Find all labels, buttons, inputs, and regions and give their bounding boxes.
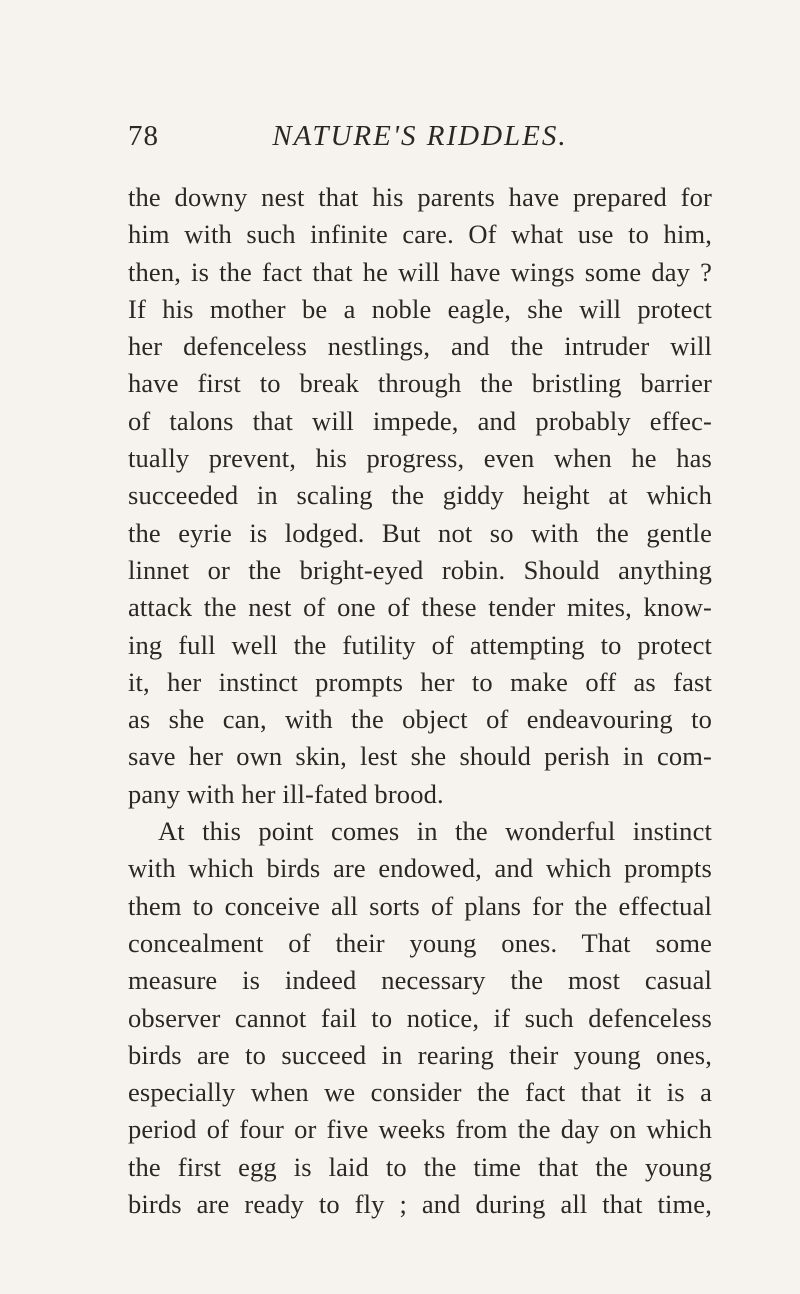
text-line: the first egg is laid to the time that the young — [128, 1151, 712, 1182]
text-line: tually prevent, his progress, even when he has — [128, 443, 712, 474]
text-line: birds are to succeed in rearing their young ones, — [128, 1039, 712, 1070]
text-line: her defenceless nestlings, and the intruder will — [128, 331, 712, 362]
text-line: ing full well the futility of attempting to protect — [128, 629, 712, 660]
text-line: succeeded in scaling the giddy height at which — [128, 480, 712, 511]
text-line: as she can, with the object of endeavouring to — [128, 704, 712, 735]
running-title: NATURE'S RIDDLES. — [272, 120, 568, 152]
text-line: If his mother be a noble eagle, she will protect — [128, 293, 712, 324]
text-line: linnet or the bright-eyed robin. Should anything — [128, 554, 712, 585]
text-line: the eyrie is lodged. But not so with the gentle — [128, 517, 712, 548]
text-line: concealment of their young ones. That some — [128, 927, 712, 958]
text-line: birds are ready to fly ; and during all that time, — [128, 1189, 712, 1220]
text-line: it, her instinct prompts her to make off as fast — [128, 666, 712, 697]
text-line: save her own skin, lest she should perish in com- — [128, 741, 712, 772]
text-line: of talons that will impede, and probably effec- — [128, 405, 712, 436]
text-line: measure is indeed necessary the most casual — [128, 965, 712, 996]
text-line: have first to break through the bristling barrier — [128, 368, 712, 399]
text-line: then, is the fact that he will have wings some day ? — [128, 256, 712, 287]
running-head — [128, 120, 712, 160]
text-line: them to conceive all sorts of plans for the effectual — [128, 890, 712, 921]
paragraph-first-line: At this point comes in the wonderful instinct — [158, 816, 712, 847]
text-line: with which birds are endowed, and which prompts — [128, 853, 712, 884]
text-line: him with such infinite care. Of what use to him, — [128, 219, 712, 250]
text-line: the downy nest that his parents have prepared for — [128, 182, 712, 212]
text-line: especially when we consider the fact that it is a — [128, 1077, 712, 1108]
page-number: 78 — [128, 120, 159, 152]
text-line: attack the nest of one of these tender mites, know- — [128, 592, 712, 623]
text-line: period of four or five weeks from the day on which — [128, 1114, 712, 1145]
text-line: observer cannot fail to notice, if such defenceless — [128, 1002, 712, 1033]
body-text — [128, 179, 712, 1223]
text-line: pany with her ill-fated brood. — [128, 778, 444, 809]
